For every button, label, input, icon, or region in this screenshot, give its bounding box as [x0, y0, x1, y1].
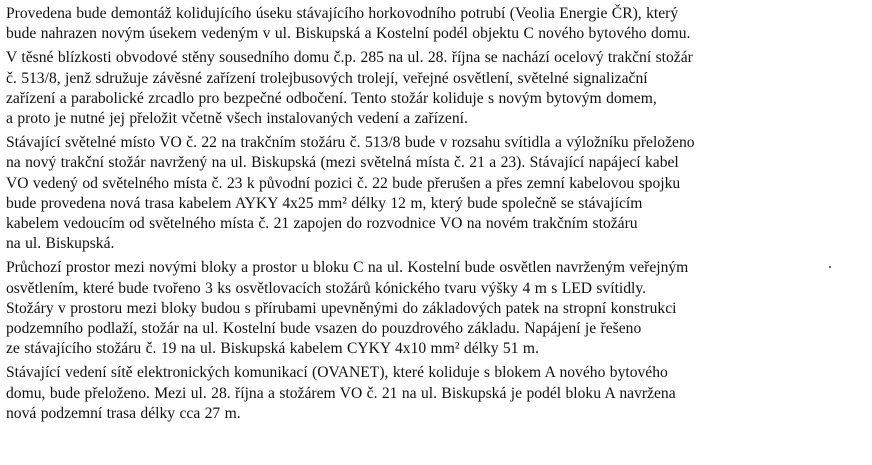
text-line: Stávající vedení sítě elektronických komunikací (OVANET), které koliduje s blokem A nového bytového	[6, 364, 668, 382]
text-line: VO vedený od světelného místa č. 23 k původní pozici č. 22 bude přerušen a přes zemní kabelovou spojku	[6, 174, 681, 192]
text-line: ze stávajícího stožáru č. 19 na ul. Biskupská kabelem CYKY 4x10 mm² délky 51 m.	[6, 340, 539, 358]
text-line: nová podzemní trasa délky cca 27 m.	[6, 404, 241, 422]
paragraph-street-light-relocation	[6, 133, 864, 254]
paragraph-heating-pipe-demolition	[6, 4, 864, 44]
text-line: Průchozí prostor mezi novými bloky a prostor u bloku C na ul. Kostelní bude osvětlen navrženým veřejným	[6, 259, 689, 277]
text-line: Stávající světelné místo VO č. 22 na trakčním stožáru č. 513/8 bude v rozsahu svítidla a výložníku přeloženo	[6, 134, 695, 152]
text-line: bude nahrazen novým úsekem vedeným v ul. Biskupská a Kostelní podél objektu C nového bytového domu.	[6, 25, 691, 43]
text-line: podzemního podlaží, stožár na ul. Kostelní bude vsazen do pouzdrového základu. Napájení je řešeno	[6, 320, 642, 338]
text-line: osvětlením, které bude tvořeno 3 ks osvětlovacích stožárů kónického tvaru výšky 4 m s LED svítidly.	[6, 279, 647, 297]
document-body	[6, 4, 864, 428]
text-line: V těsné blízkosti obvodové stěny sousedního domu č.p. 285 na ul. 28. října se nachází ocelový trakční stožár	[6, 49, 693, 67]
text-line: a proto je nutné jej přeložit včetně všech instalovaných vedení a zařízení.	[6, 110, 468, 128]
paragraph-traction-pole-relocation	[6, 48, 864, 129]
text-line: na nový trakční stožár navržený na ul. Biskupská (mezi světelná místa č. 21 a 23). Stávající napájecí kabel	[6, 154, 679, 172]
paragraph-passage-lighting	[6, 258, 864, 359]
text-line: Provedena bude demontáž kolidujícího úseku stávajícího horkovodního potrubí (Veolia Energie ČR), který	[6, 5, 679, 22]
text-line: zařízení a parabolické zrcadlo pro bezpečné odbočení. Tento stožár koliduje s novým bytovým domem,	[6, 89, 657, 107]
text-line: Stožáry v prostoru mezi bloky budou s přírubami upevněnými do základových patek na stropní konstrukci	[6, 299, 677, 317]
text-line: č. 513/8, jenž sdružuje závěsné zařízení trolejbusových trolejí, veřejné osvětlení, světelné signalizační	[6, 69, 648, 87]
text-line: na ul. Biskupská.	[6, 235, 115, 253]
text-line: domu, bude přeloženo. Mezi ul. 28. října a stožárem VO č. 21 na ul. Biskupská je podél bloku A navržena	[6, 384, 676, 402]
paragraph-telecom-relocation	[6, 363, 864, 424]
text-line: kabelem vedoucím od světelného místa č. 21 zapojen do rozvodnice VO na novém trakčním stožáru	[6, 215, 638, 233]
text-line: bude provedena nová trasa kabelem AYKY 4x25 mm² délky 12 m, který bude společně se stávajícím	[6, 194, 643, 212]
scan-speck	[829, 266, 831, 268]
